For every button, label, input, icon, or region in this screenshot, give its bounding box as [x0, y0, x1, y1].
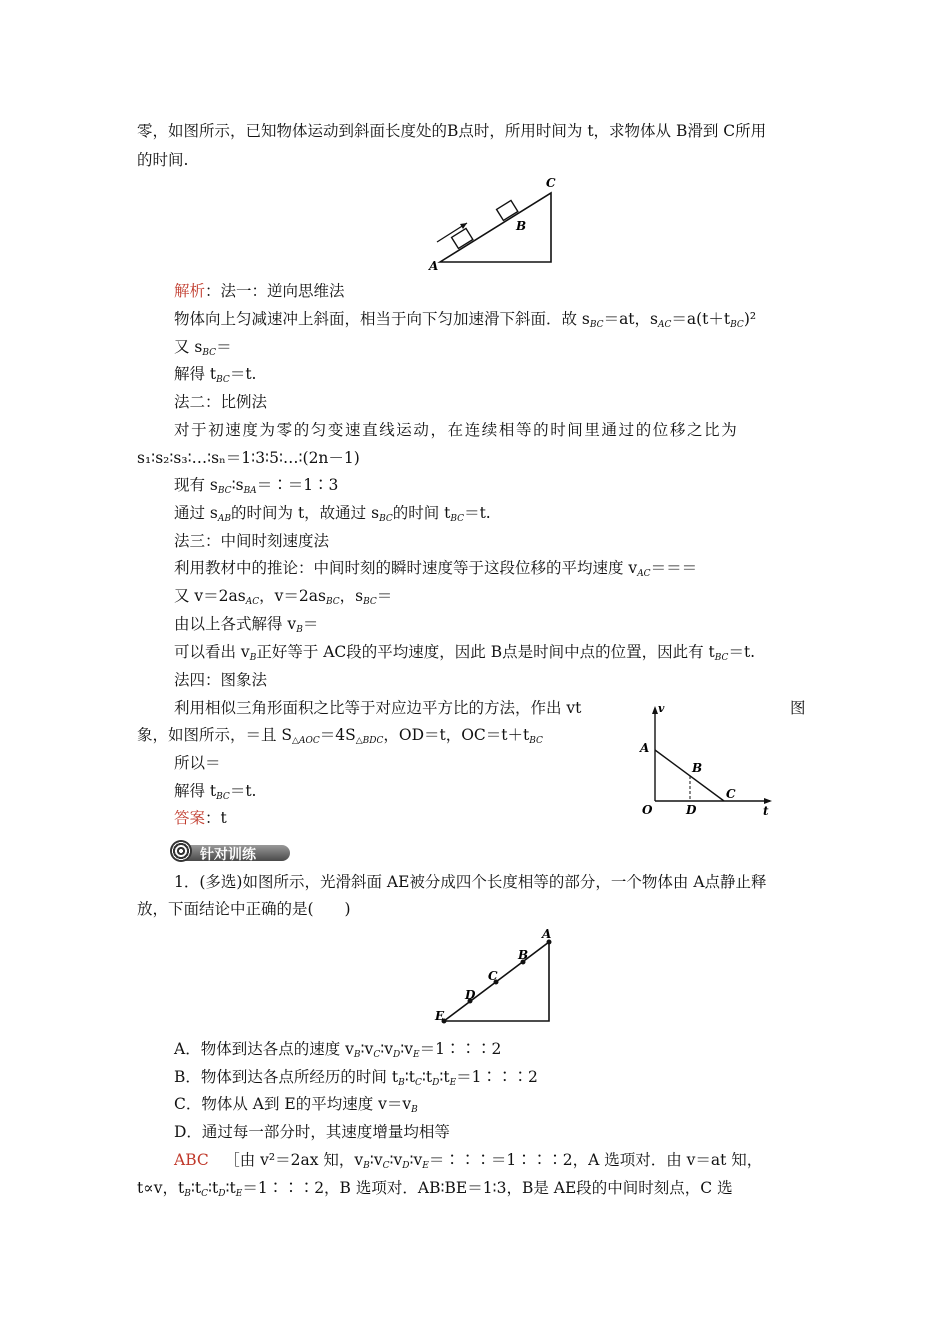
- fig1-label-A: A: [429, 259, 439, 273]
- key-line-1: ABC ［由 v²＝2ax 知，$v_B∶v_C∶v_D∶v_E=∶∶∶=1∶∶∶2$，A 选项对．由 v＝at 知，: [174, 1151, 763, 1171]
- solution-heading: [174, 281, 345, 301]
- solution-line: 所以＝: [174, 754, 221, 772]
- fig2-axis-t: t: [763, 804, 769, 818]
- option-a: A．物体到达各点的速度 $v_B∶v_C∶v_D∶v_E=1∶∶∶2$: [174, 1040, 502, 1060]
- solution-line-end: 图: [790, 699, 806, 717]
- divided-incline-figure: [430, 926, 560, 1026]
- solution-line: 可以看出 $v_B$正好等于 AC段的平均速度，因此 B点是时间中点的位置，因此有 $t_{BC}=t$.: [174, 643, 756, 663]
- solution-line: 法二：比例法: [174, 393, 268, 411]
- key-line-2: t∝v，$t_B∶t_C∶t_D∶t_E=1∶∶∶2$，B 选项对．AB∶BE＝1∶3，B是 AE段的中间时刻点，C 选: [137, 1179, 733, 1199]
- solution-line: 解得 $t_{BC}=t$.: [174, 365, 257, 385]
- answer-value: ：t: [205, 809, 227, 827]
- solution-line: 又 $v=2as_{AC}$，$v=2as_{BC}$，$s_{BC}=$: [174, 587, 393, 607]
- target-icon: [170, 840, 192, 862]
- fig2-label-B: B: [692, 761, 703, 775]
- option-b: B．物体到达各点所经历的时间 $t_B∶t_C∶t_D∶t_E=1∶∶∶2$: [174, 1068, 538, 1088]
- solution-line: 法四：图象法: [174, 671, 268, 689]
- solution-method-1: ：法一：逆向思维法: [205, 282, 345, 300]
- fig3-label-E: E: [435, 1009, 445, 1023]
- solution-line: 对于初速度为零的匀变速直线运动，在连续相等的时间里通过的位移之比为: [174, 421, 739, 439]
- solution-line: 法三：中间时刻速度法: [174, 532, 330, 550]
- question-line-1: 1．(多选)如图所示，光滑斜面 AE被分成四个长度相等的部分，一个物体由 A点静止释: [174, 873, 767, 891]
- solution-label: 解析: [174, 282, 206, 300]
- solution-line: 利用教材中的推论：中间时刻的瞬时速度等于这段位移的平均速度 $v_{AC}===$: [174, 559, 698, 579]
- option-d: D．通过每一部分时，其速度增量均相等: [174, 1123, 450, 1141]
- problem-line-2: 的时间.: [137, 151, 189, 169]
- fig3-label-C: C: [488, 969, 498, 983]
- fig2-label-A: A: [640, 741, 650, 755]
- fig1-label-C: C: [546, 176, 556, 190]
- solution-line: 现有 $s_{BC}∶s_{BA}=∶=1∶3$: [174, 476, 339, 496]
- answer-line: [174, 808, 227, 828]
- badge-label: 针对训练: [200, 847, 256, 863]
- fig3-label-D: D: [465, 988, 476, 1002]
- solution-line: 通过 $s_{AB}$的时间为 t，故通过 $s_{BC}$的时间 $t_{BC}=t$.: [174, 504, 491, 524]
- answer-label: 答案: [174, 809, 206, 827]
- question-line-2: 放，下面结论中正确的是( ): [137, 900, 351, 918]
- solution-line: 物体向上匀减速冲上斜面，相当于向下匀加速滑下斜面．故 $s_{BC}=at$，$s_{AC}=a(t+t_{BC})^2$: [174, 310, 757, 330]
- solution-line: 利用相似三角形面积之比等于对应边平方比的方法，作出 vt: [174, 699, 582, 717]
- problem-line-1: 零，如图所示，已知物体运动到斜面长度处的B点时，所用时间为 t，求物体从 B滑到 C所用: [137, 122, 767, 140]
- incline-figure: [425, 176, 565, 276]
- fig3-label-A: A: [542, 927, 552, 941]
- fig2-label-D: D: [686, 803, 697, 817]
- solution-line: 由以上各式解得 $v_B=$: [174, 615, 319, 635]
- vt-graph-figure: [632, 700, 782, 820]
- fig2-axis-v: v: [658, 702, 665, 715]
- option-c: C．物体从 A到 E的平均速度 $v=v_B$: [174, 1095, 418, 1115]
- solution-line: 解得 $t_{BC}=t$.: [174, 782, 257, 802]
- solution-line: 又 $s_{BC}=$: [174, 338, 232, 358]
- fig1-label-B: B: [516, 219, 527, 233]
- section-badge: [170, 840, 290, 862]
- fig3-label-B: B: [518, 948, 529, 962]
- solution-line: s₁∶s₂∶s₃∶…∶sₙ＝1∶3∶5∶…∶(2n－1): [137, 449, 360, 467]
- solution-line: 象，如图所示，＝且 $S_{\triangle AOC}=4S_{\triangle BDC}$，OD＝t，$OC=t+t_{BC}$: [137, 726, 543, 746]
- fig2-label-C: C: [726, 787, 736, 801]
- key-label: ABC: [174, 1151, 209, 1169]
- fig2-label-O: O: [642, 803, 653, 817]
